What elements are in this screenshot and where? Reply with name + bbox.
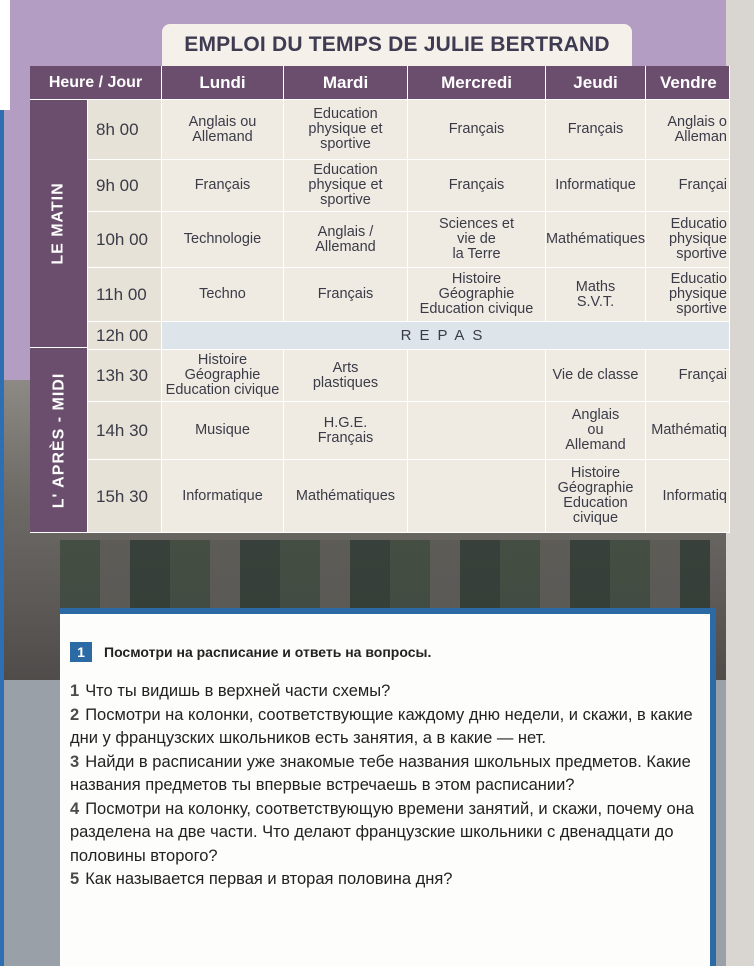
question-item bbox=[70, 704, 698, 751]
header-corner: Heure / Jour bbox=[30, 66, 162, 100]
lesson-friday: Françai bbox=[646, 160, 730, 212]
lesson-wednesday: Sciences et vie de la Terre bbox=[408, 212, 546, 268]
lesson-wednesday: Français bbox=[408, 100, 546, 160]
page-edge bbox=[726, 0, 754, 966]
lesson-friday: Anglais o Alleman bbox=[646, 100, 730, 160]
lesson-thursday: Français bbox=[546, 100, 646, 160]
timetable-title-box bbox=[162, 24, 632, 66]
header-day-tuesday: Mardi bbox=[284, 66, 408, 100]
question-item bbox=[70, 751, 698, 798]
question-number: 5 bbox=[70, 870, 80, 888]
lesson-monday: Français bbox=[162, 160, 284, 212]
lesson-monday: Histoire Géographie Education civique bbox=[162, 350, 284, 402]
lesson-thursday: Informatique bbox=[546, 160, 646, 212]
question-text: Посмотри на колонку, соответствующую времени занятий, и скажи, почему она разделена на две части. Что делают французские школьники с двенадцати до половины второго? bbox=[70, 799, 694, 865]
lesson-tuesday: Arts plastiques bbox=[284, 350, 408, 402]
lesson-friday: Informatiq bbox=[646, 460, 730, 533]
exercise-header bbox=[70, 642, 431, 662]
question-text: Что ты видишь в верхней части схемы? bbox=[85, 682, 391, 700]
question-item bbox=[70, 868, 698, 892]
lesson-wednesday bbox=[408, 350, 546, 402]
lesson-tuesday: H.G.E. Français bbox=[284, 402, 408, 460]
lesson-thursday: Histoire Géographie Education civique bbox=[546, 460, 646, 533]
lesson-monday: Informatique bbox=[162, 460, 284, 533]
header-day-wednesday: Mercredi bbox=[408, 66, 546, 100]
time-slot: 15h 30 bbox=[88, 460, 162, 533]
lesson-wednesday bbox=[408, 402, 546, 460]
question-number: 3 bbox=[70, 752, 80, 771]
lesson-monday: Musique bbox=[162, 402, 284, 460]
lesson-friday: Mathématiq bbox=[646, 402, 730, 460]
lunch-break: REPAS bbox=[162, 322, 730, 350]
lesson-monday: Techno bbox=[162, 268, 284, 322]
time-slot: 10h 00 bbox=[88, 212, 162, 268]
lesson-friday: Educatio physique sportive bbox=[646, 212, 730, 268]
lesson-thursday: Maths S.V.T. bbox=[546, 268, 646, 322]
lesson-tuesday: Education physique et sportive bbox=[284, 160, 408, 212]
period-afternoon-label: L' APRÈS - MIDI bbox=[30, 348, 88, 533]
exercise-heading: Посмотри на расписание и ответь на вопросы. bbox=[104, 644, 432, 660]
question-item bbox=[70, 680, 698, 704]
time-slot: 12h 00 bbox=[88, 322, 162, 350]
lesson-friday: Françai bbox=[646, 350, 730, 402]
lesson-wednesday: Histoire Géographie Education civique bbox=[408, 268, 546, 322]
lesson-tuesday: Education physique et sportive bbox=[284, 100, 408, 160]
question-number: 2 bbox=[70, 705, 80, 724]
time-slot: 14h 30 bbox=[88, 402, 162, 460]
time-slot: 13h 30 bbox=[88, 350, 162, 402]
photo-crowd bbox=[60, 540, 710, 610]
lesson-tuesday: Français bbox=[284, 268, 408, 322]
question-text: Как называется первая и вторая половина дня? bbox=[85, 870, 453, 888]
header-day-friday: Vendre bbox=[646, 66, 730, 100]
question-text: Найди в расписании уже знакомые тебе названия школьных предметов. Какие названия предметов ты впервые встречаешь в этом расписании? bbox=[70, 752, 691, 794]
question-number: 4 bbox=[70, 799, 80, 818]
page-marker-line bbox=[0, 110, 4, 966]
time-slot: 8h 00 bbox=[88, 100, 162, 160]
lesson-thursday: Anglais ou Allemand bbox=[546, 402, 646, 460]
timetable bbox=[30, 66, 730, 533]
exercise-number: 1 bbox=[70, 642, 92, 662]
exercise-box bbox=[60, 608, 716, 966]
time-slot: 11h 00 bbox=[88, 268, 162, 322]
lesson-tuesday: Anglais / Allemand bbox=[284, 212, 408, 268]
question-list bbox=[70, 680, 698, 892]
header-day-thursday: Jeudi bbox=[546, 66, 646, 100]
lesson-wednesday: Français bbox=[408, 160, 546, 212]
question-text: Посмотри на колонки, соответствующие каждому дню недели, и скажи, в какие дни у французских школьников есть занятия, а в какие — нет. bbox=[70, 705, 693, 747]
lesson-thursday: Mathématiques bbox=[546, 212, 646, 268]
question-item bbox=[70, 798, 698, 869]
lesson-monday: Technologie bbox=[162, 212, 284, 268]
header-day-monday: Lundi bbox=[162, 66, 284, 100]
page-marker bbox=[0, 0, 10, 110]
lesson-thursday: Vie de classe bbox=[546, 350, 646, 402]
lesson-friday: Educatio physique sportive bbox=[646, 268, 730, 322]
period-morning-label: LE MATIN bbox=[30, 100, 88, 348]
timetable-title: EMPLOI DU TEMPS DE JULIE BERTRAND bbox=[184, 33, 610, 56]
lesson-tuesday: Mathématiques bbox=[284, 460, 408, 533]
question-number: 1 bbox=[70, 682, 80, 700]
time-slot: 9h 00 bbox=[88, 160, 162, 212]
lesson-monday: Anglais ou Allemand bbox=[162, 100, 284, 160]
lesson-wednesday bbox=[408, 460, 546, 533]
